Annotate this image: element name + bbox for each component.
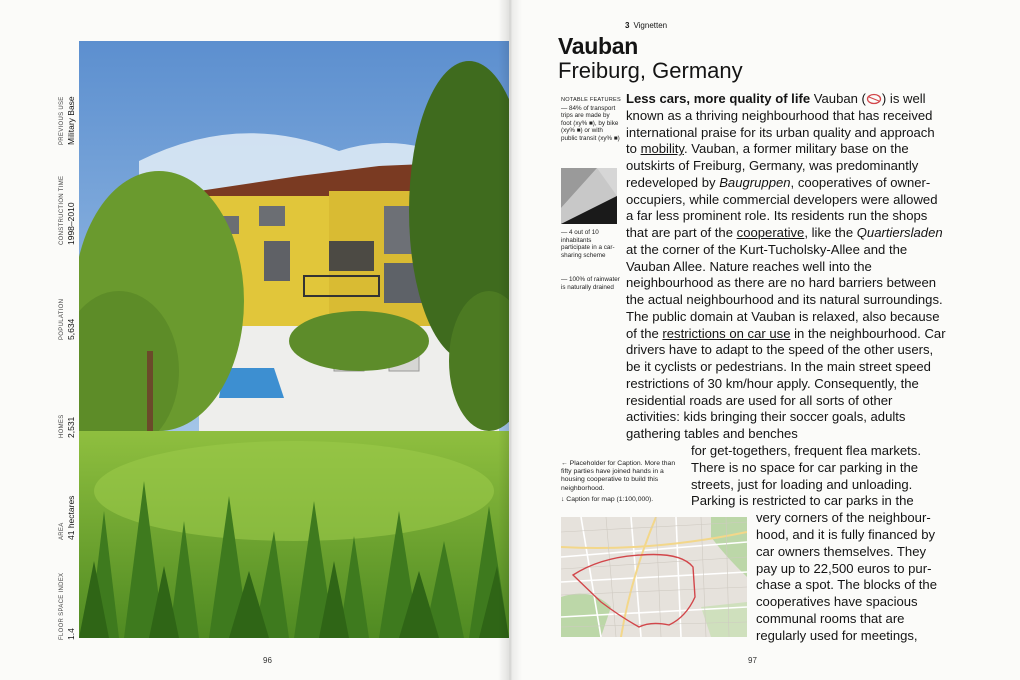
stat-floor-space-index	[50, 572, 76, 640]
chapter-header	[625, 21, 667, 30]
stat-label: FLOOR SPACE INDEX	[59, 572, 65, 640]
term-baugruppen: Baugruppen	[719, 174, 791, 190]
chapter-number: 3	[625, 21, 630, 30]
stat-value: 2,531	[66, 416, 76, 438]
body-text: at the corner of the Kurt-Tucholsky-Allee and the Vauban Allee. Nature reaches well into the neighbourhood as there are no hard barriers between the actual neighbourhood and its natural surroundings. The public domain at Vauban is relaxed, also because of the	[626, 241, 943, 341]
stat-homes	[50, 408, 76, 438]
map-caption: ↓ Caption for map (1:100,000).	[561, 495, 654, 503]
body-line: chase a spot. The blocks of the	[756, 577, 937, 592]
body-line: car owners themselves. They	[756, 544, 927, 559]
stat-area	[50, 495, 76, 540]
body-line: for get-togethers, frequent flea markets.	[691, 443, 921, 458]
stat-value: 5,634	[66, 318, 76, 340]
stat-previous-use	[50, 85, 76, 145]
feature-rainwater: — 100% of rainwater is naturally drained	[561, 276, 620, 291]
stat-label: POPULATION	[59, 298, 65, 340]
page-number-left: 96	[263, 656, 272, 665]
body-line: streets, just for loading and unloading.	[691, 477, 913, 492]
body-line: cooperatives have spacious	[756, 594, 918, 609]
feature-transport: — 84% of transport trips are made by foot (xy% ■), by bike (xy% ■) or with public transit (xy% ■)	[561, 104, 620, 142]
article-title: Vauban	[558, 33, 639, 59]
stat-label: CONSTRUCTION TIME	[59, 175, 65, 245]
car-sharing-graphic	[561, 168, 617, 224]
body-text: ) is well known as a thriving neighbourhood that has received international praise for its urban quality and approach to	[626, 91, 935, 157]
stat-value: 41 hectares	[66, 495, 76, 540]
neighbourhood-map	[561, 517, 747, 637]
body-text: Vauban (	[810, 91, 866, 106]
chapter-title: Vignetten	[633, 21, 668, 30]
feature-car-sharing: — 4 out of 10 inhabitants participate in a car-sharing scheme	[561, 229, 615, 259]
body-line: hood, and it is fully financed by	[756, 527, 936, 542]
stat-label: HOMES	[59, 414, 65, 438]
captions	[561, 460, 685, 504]
article-subtitle: Freiburg, Germany	[558, 58, 743, 83]
body-line: There is no space for car parking in the	[691, 460, 919, 475]
stat-construction-time	[50, 175, 76, 245]
body-text: , like the	[804, 225, 857, 240]
body-text: , cooperatives of owner-occupiers, while commercial developers were allowed a far less prominent role. Its residents run the shops that are part of the	[626, 174, 938, 240]
photo-caption: ← Placeholder for Caption. More than fifty parties have joined hands in a housing cooperative to build this neighborhood.	[561, 460, 676, 492]
link-mobility[interactable]: mobility	[640, 141, 684, 157]
body-line: regularly used for meetings,	[756, 628, 918, 643]
term-quartiersladen: Quartiersladen	[856, 225, 943, 240]
page-number-right: 97	[748, 656, 757, 665]
notable-features	[561, 97, 621, 143]
stat-population	[50, 300, 76, 340]
notable-features-heading: NOTABLE FEATURES	[561, 97, 621, 103]
body-text: . Vauban, a former military base on the outskirts of Freiburg, Germany, was predominantly redeveloped by	[626, 141, 919, 190]
body-line: pay up to 22,500 euros to pur-	[756, 561, 932, 576]
article-paragraph	[626, 91, 948, 443]
stat-value: 1.4	[66, 628, 76, 640]
vauban-shape-icon	[866, 93, 882, 105]
body-line: Parking is restricted to car parks in the	[691, 493, 914, 508]
stat-value: 1998–2010	[66, 202, 76, 245]
body-text: in the neighbourhood. Car drivers have to adapt to the speed of the other users, be it cyclists or pedestrians. In the main street speed restrictions of 30 km/hour apply. Consequently, the residential roads are used for all sorts of other activities: kids bringing their soccer goals, adults gathering tables and benches	[626, 325, 946, 441]
neighbourhood-photo	[79, 41, 509, 638]
lead-heading: Less cars, more quality of life	[626, 91, 811, 106]
link-restrictions-on-car-use[interactable]: restrictions on car use	[662, 325, 791, 341]
body-line: communal rooms that are	[756, 611, 905, 626]
stat-label: AREA	[59, 522, 65, 540]
article-body	[626, 91, 948, 443]
stat-value: Military Base	[66, 96, 76, 145]
stat-label: PREVIOUS USE	[59, 96, 65, 145]
body-line: very corners of the neighbour-	[756, 510, 931, 525]
link-cooperative[interactable]: cooperative	[736, 225, 805, 240]
